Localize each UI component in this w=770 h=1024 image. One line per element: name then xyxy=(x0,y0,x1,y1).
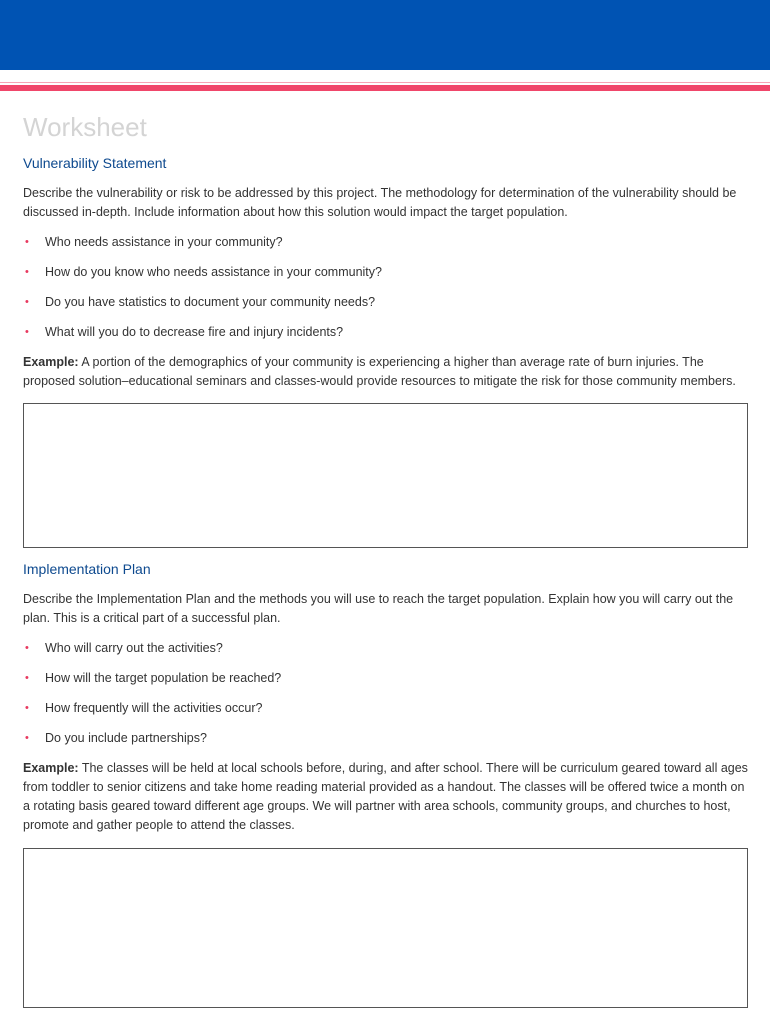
vulnerability-example xyxy=(23,353,748,391)
implementation-section xyxy=(23,560,748,1008)
vulnerability-section xyxy=(23,154,748,548)
header-divider-light xyxy=(0,82,770,83)
vulnerability-description: Describe the vulnerability or risk to be addressed by this project. The methodology for determination of the vulnerability should be discussed in-depth. Include information about how this solution would impact the target population. xyxy=(23,186,737,219)
header-divider xyxy=(0,85,770,91)
list-item: • Do you include partnerships? xyxy=(23,729,748,748)
page-title: Worksheet xyxy=(23,112,147,142)
example-label: Example: xyxy=(23,761,79,775)
bullet-icon: • xyxy=(25,672,29,684)
list-item: • How do you know who needs assistance in your community? xyxy=(23,263,748,282)
bullet-icon: • xyxy=(25,266,29,278)
header-band xyxy=(0,0,770,70)
list-item: • Who needs assistance in your community? xyxy=(23,233,748,252)
implementation-example xyxy=(23,759,748,835)
worksheet-content xyxy=(23,112,748,1008)
implementation-answer-box[interactable] xyxy=(23,848,748,1008)
section-heading-vulnerability: Vulnerability Statement xyxy=(23,155,167,171)
example-text: A portion of the demographics of your community is experiencing a higher than average rate of burn injuries. The proposed solution–educational seminars and classes-would provide resources to mitigate the risk for those community members. xyxy=(23,355,736,388)
list-item: • How frequently will the activities occur? xyxy=(23,699,748,718)
example-label: Example: xyxy=(23,355,79,369)
bullet-icon: • xyxy=(25,642,29,654)
example-text: The classes will be held at local schools before, during, and after school. There will be curriculum geared toward all ages from toddler to senior citizens and take home reading material provided as a handout. The classes will be offered twice a month on a rotating basis geared toward different age groups. We will partner with area schools, community groups, and churches to host, promote and gather people to attend the classes. xyxy=(23,761,748,832)
implementation-description: Describe the Implementation Plan and the methods you will use to reach the target population. Explain how you will carry out the plan. This is a critical part of a successful plan. xyxy=(23,592,734,625)
implementation-questions xyxy=(23,639,748,748)
bullet-icon: • xyxy=(25,702,29,714)
bullet-icon: • xyxy=(25,296,29,308)
bullet-icon: • xyxy=(25,326,29,338)
vulnerability-questions xyxy=(23,233,748,342)
bullet-icon: • xyxy=(25,732,29,744)
list-item: • Who will carry out the activities? xyxy=(23,639,748,658)
bullet-icon: • xyxy=(25,236,29,248)
list-item: • Do you have statistics to document your community needs? xyxy=(23,293,748,312)
vulnerability-answer-box[interactable] xyxy=(23,403,748,548)
section-heading-implementation: Implementation Plan xyxy=(23,561,151,577)
list-item: • How will the target population be reached? xyxy=(23,669,748,688)
list-item: • What will you do to decrease fire and injury incidents? xyxy=(23,323,748,342)
